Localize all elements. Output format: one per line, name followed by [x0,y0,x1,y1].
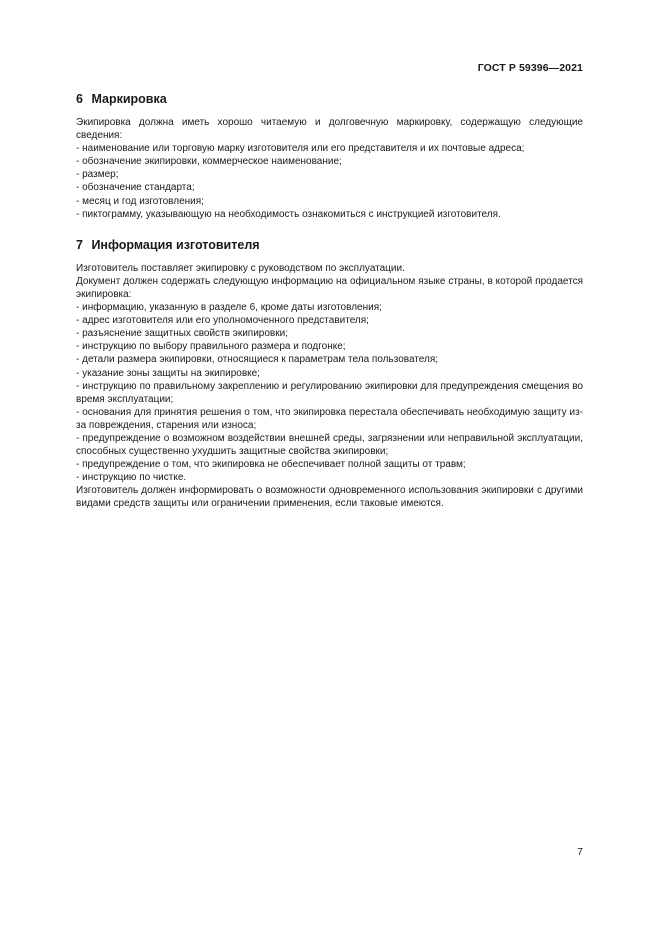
list-item: - указание зоны защиты на экипировке; [76,367,260,379]
list-item: - предупреждение о возможном воздействии внешней среды, загрязнении или неправильной эксплуатации, способных существенно ухудшить защитные свойства экипировки; [76,432,583,458]
section-7-paragraph-2: Документ должен содержать следующую информацию на официальном языке страны, в которой продается экипировка: [76,275,583,300]
list-item: - обозначение стандарта; [76,182,195,194]
section-7-paragraph-1: Изготовитель поставляет экипировку с руководством по эксплуатации. [76,262,405,274]
section-7-heading [76,238,583,253]
section-7-title: Информация изготовителя [91,237,260,252]
section-6-intro: Экипировка должна иметь хорошо читаемую и долговечную маркировку, содержащую следующие сведения: [76,117,583,142]
document-code: ГОСТ Р 59396—2021 [477,62,583,74]
list-item: - обозначение экипировки, коммерческое наименование; [76,156,342,168]
page-number: 7 [577,846,583,858]
list-item: - информацию, указанную в разделе 6, кроме даты изготовления; [76,302,382,314]
list-item: - разъяснение защитных свойств экипировки; [76,328,288,340]
section-6-title: Маркировка [91,92,167,106]
list-item: - инструкцию по выбору правильного размера и подгонке; [76,341,346,353]
list-item: - месяц и год изготовления; [76,195,204,207]
list-item: - инструкцию по чистке. [76,472,187,484]
list-item: - размер; [76,169,119,181]
section-6-heading [76,92,583,107]
list-item: - наименование или торговую марку изготовителя или его представителя и их почтовые адреса; [76,143,525,155]
section-7-paragraph-3: Изготовитель должен информировать о возможности одновременного использования экипировки с другими видами средств защиты или ограничении применения, если таковые имеются. [76,485,583,510]
list-item: - адрес изготовителя или его уполномоченного представителя; [76,315,369,327]
list-item: - инструкцию по правильному закреплению и регулированию экипировки для предупреждения смещения во время эксплуатации; [76,380,583,405]
page-content [76,92,583,511]
list-item: - пиктограмму, указывающую на необходимость ознакомиться с инструкцией изготовителя. [76,208,501,220]
section-7-number: 7 [76,237,83,252]
list-item: - предупреждение о том, что экипировка не обеспечивает полной защиты от травм; [76,459,466,471]
list-item: - детали размера экипировки, относящиеся к параметрам тела пользователя; [76,354,439,366]
list-item: - основания для принятия решения о том, что экипировка перестала обеспечивать необходимую защиту из-за повреждения, старения или износа; [76,406,583,431]
section-6-number: 6 [76,92,83,106]
